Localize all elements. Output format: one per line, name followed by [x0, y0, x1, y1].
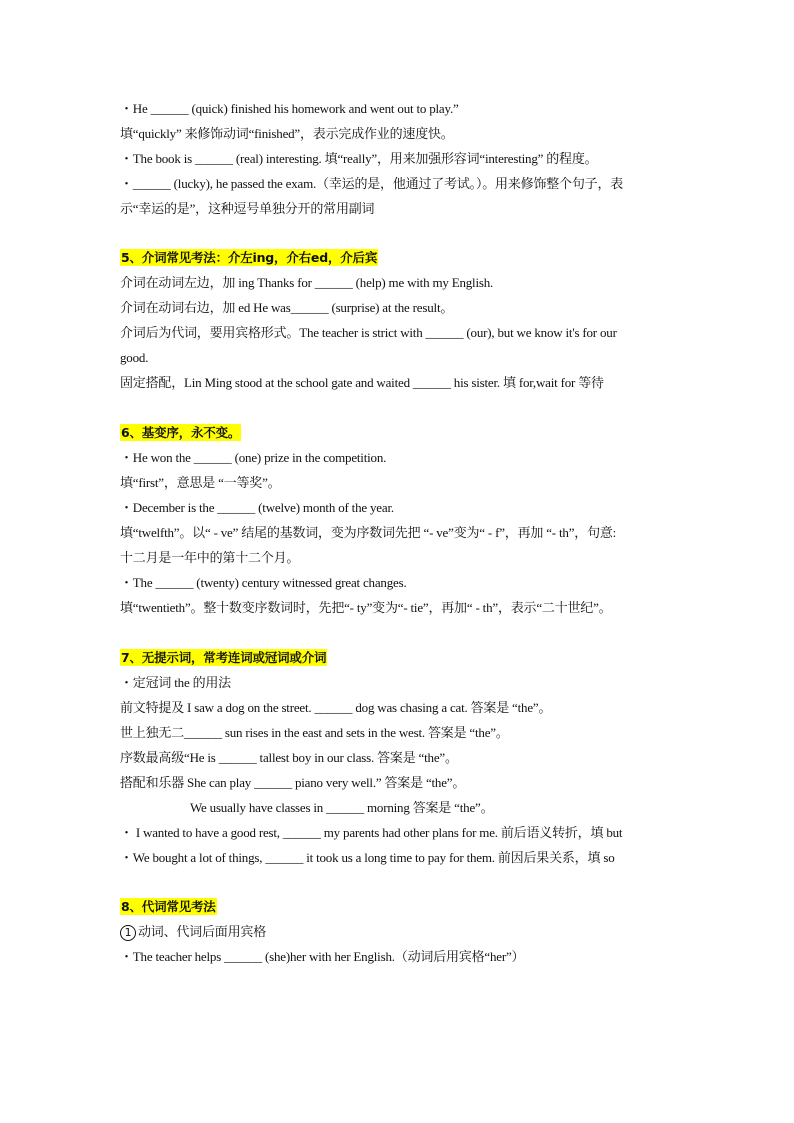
text-line: ・December is the ______ (twelve) month of the year.: [120, 500, 394, 515]
text-line: ・定冠词 the 的用法: [120, 675, 231, 690]
text-line: 填“twentieth”。整十数变序数词时，先把“- ty”变为“- tie”，再加“ - th”，表示“二十世纪”。: [120, 600, 612, 615]
text-line: ・He won the ______ (one) prize in the competition.: [120, 450, 387, 465]
text-line: ・ I wanted to have a good rest, ______ my parents had other plans for me. 前后语义转折，填 but: [120, 825, 623, 840]
text-line: 十二月是一年中的第十二个月。: [120, 550, 300, 565]
text-line: 固定搭配，Lin Ming stood at the school gate and waited ______ his sister. 填 for,wait for 等待: [120, 375, 604, 390]
text-line: ・______ (lucky), he passed the exam.（幸运的是，他通过了考试。）。用来修饰整个句子，表: [120, 176, 624, 191]
text-line: 世上独无二______ sun rises in the east and sets in the west. 答案是 “the”。: [120, 725, 509, 740]
text-line: 前文特提及 I saw a dog on the street. ______ dog was chasing a cat. 答案是 “the”。: [120, 700, 552, 715]
text-line: ・The teacher helps ______ (she)her with her English.（动词后用宾格“her”）: [120, 949, 525, 964]
text-line: 介词在动词左边，加 ing Thanks for ______ (help) me with my English.: [120, 275, 494, 290]
circled-number: 1: [120, 925, 136, 941]
text-line: 示“幸运的是”，这种逗号单独分开的常用副词: [120, 201, 375, 216]
text-line: 填“quickly” 来修饰动词“finished”，表示完成作业的速度快。: [120, 126, 454, 141]
sub-heading-text: 动词、代词后面用宾格: [138, 924, 267, 939]
section-heading-6: 6、基变序，永不变。: [121, 425, 241, 440]
text-line: 搭配和乐器 She can play ______ piano very well.” 答案是 “the”。: [120, 775, 466, 790]
sub-heading: [120, 919, 676, 944]
text-line: 填“twelfth”。以“ - ve” 结尾的基数词，变为序数词先把 “- ve”变为“ - f”，再加 “- th”，句意:: [120, 525, 617, 540]
section-heading-5: 5、介词常见考法：介左ing，介右ed，介后宾: [121, 250, 378, 265]
text-line: We usually have classes in ______ morning 答案是 “the”。: [190, 800, 494, 815]
section-heading-7: 7、无提示词，常考连词或冠词或介词: [121, 650, 327, 665]
text-line: ・The ______ (twenty) century witnessed great changes.: [120, 575, 407, 590]
text-line: 介词后为代词，要用宾格形式。The teacher is strict with ______ (our), but we know it's for our: [120, 325, 617, 340]
section-heading-8: 8、代词常见考法: [121, 899, 216, 914]
text-line: 序数最高级“He is ______ tallest boy in our class. 答案是 “the”。: [120, 750, 458, 765]
text-line: good.: [120, 350, 149, 365]
text-line: ・The book is ______ (real) interesting. 填“really”，用来加强形容词“interesting” 的程度。: [120, 151, 598, 166]
text-line: 填“first”，意思是 “一等奖”。: [120, 475, 281, 490]
text-line: ・We bought a lot of things, ______ it took us a long time to pay for them. 前因后果关系，填 so: [120, 850, 615, 865]
text-line: ・He ______ (quick) finished his homework and went out to play.”: [120, 101, 459, 116]
text-line: 介词在动词右边，加 ed He was______ (surprise) at the result。: [120, 300, 454, 315]
